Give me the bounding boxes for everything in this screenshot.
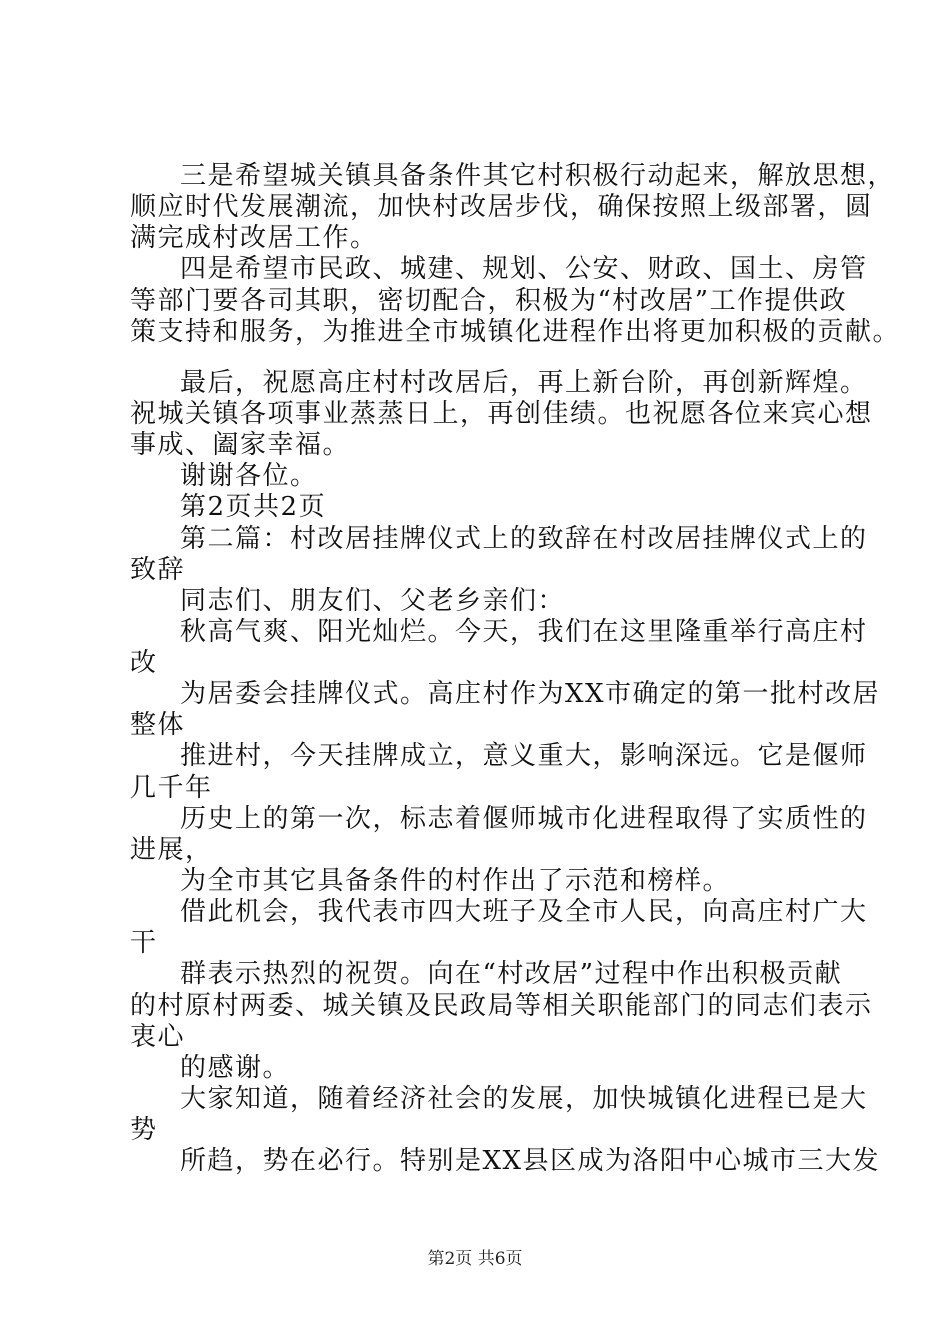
paragraph-line: 四是希望市民政、城建、规划、公安、财政、国土、房管 — [180, 254, 868, 284]
paragraph-line: 顺应时代发展潮流，加快村改居步伐，确保按照上级部署，圆 — [130, 192, 873, 222]
section-heading: 致辞 — [130, 555, 186, 585]
paragraph-line: 策支持和服务，为推进全市城镇化进程作出将更加积极的贡献。 — [130, 317, 901, 347]
paragraph-line: 等部门要各司其职，密切配合，积极为“村改居”工作提供政 — [130, 286, 848, 316]
salutation: 同志们、朋友们、父老乡亲们： — [180, 586, 566, 616]
paragraph-line: 的感谢。 — [180, 1053, 291, 1083]
paragraph-line: 衷心 — [130, 1022, 186, 1052]
paragraph-line: 历史上的第一次，标志着偃师城市化进程取得了实质性的 — [180, 804, 868, 834]
paragraph-line: 大家知道，随着经济社会的发展，加快城镇化进程已是大 — [180, 1084, 868, 1114]
paragraph-line: 借此机会，我代表市四大班子及全市人民，向高庄村广大 — [180, 897, 868, 927]
paragraph-line: 祝城关镇各项事业蒸蒸日上，再创佳绩。也祝愿各位来宾心想 — [130, 399, 873, 429]
paragraph-line: 整体 — [130, 710, 186, 740]
page-footer: 第2页 共6页 — [427, 1249, 523, 1269]
paragraph-line: 改 — [130, 648, 158, 678]
paragraph-line: 推进村，今天挂牌成立，意义重大，影响深远。它是偃师 — [180, 741, 868, 771]
paragraph-line: 势 — [130, 1115, 158, 1145]
paragraph-line: 干 — [130, 928, 158, 958]
section-heading: 第二篇：村改居挂牌仪式上的致辞在村改居挂牌仪式上的 — [180, 524, 868, 554]
paragraph-line: 的村原村两委、城关镇及民政局等相关职能部门的同志们表示 — [130, 991, 873, 1021]
paragraph-line: 最后，祝愿高庄村村改居后，再上新台阶，再创新辉煌。 — [180, 368, 868, 398]
paragraph-line: 秋高气爽、阳光灿烂。今天，我们在这里隆重举行高庄村 — [180, 617, 868, 647]
page-count-line: 第2页共2页 — [180, 492, 327, 522]
paragraph-line: 谢谢各位。 — [180, 461, 318, 491]
paragraph-line: 事成、阖家幸福。 — [130, 430, 351, 460]
paragraph-line: 三是希望城关镇具备条件其它村积极行动起来，解放思想， — [180, 161, 896, 191]
paragraph-line: 为全市其它具备条件的村作出了示范和榜样。 — [180, 866, 731, 896]
paragraph-line: 几千年 — [130, 773, 213, 803]
paragraph-line: 进展， — [130, 835, 213, 865]
paragraph-line: 为居委会挂牌仪式。高庄村作为XX市确定的第一批村改居 — [180, 679, 881, 709]
paragraph-line: 群表示热烈的祝贺。向在“村改居”过程中作出积极贡献 — [180, 959, 843, 989]
paragraph-line: 满完成村改居工作。 — [130, 223, 378, 253]
paragraph-line: 所趋，势在必行。特别是XX县区成为洛阳中心城市三大发 — [180, 1146, 881, 1176]
